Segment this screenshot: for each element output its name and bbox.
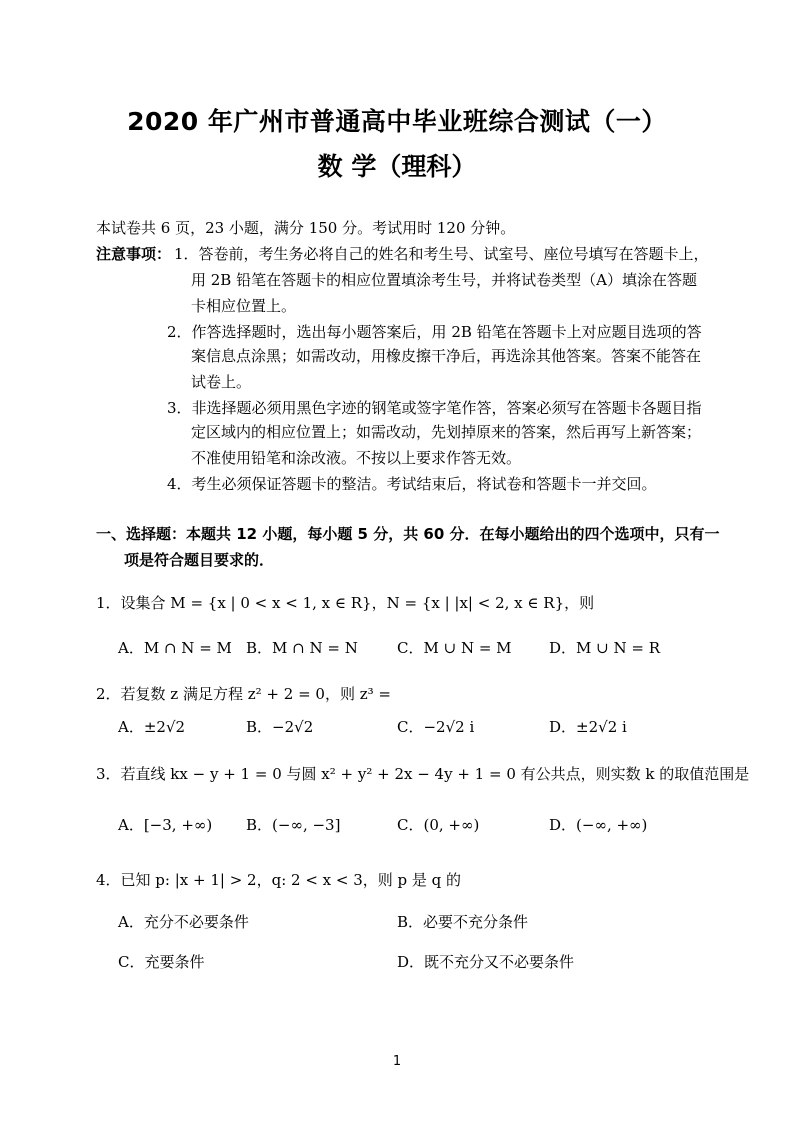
question-2-option-c: C．−2√2 i — [397, 718, 475, 736]
note-line: 1．答卷前，考生务必将自己的姓名和考生号、试室号、座位号填写在答题卡上， — [174, 245, 709, 263]
question-3-option-d: D．(−∞, +∞) — [549, 816, 648, 834]
question-4-stem: 4．已知 p: |x + 1| > 2，q: 2 < x < 3，则 p 是 q 的 — [96, 871, 462, 889]
note-line: 3．非选择题必须用黑色字迹的钢笔或签字笔作答，答案必须写在答题卡各题目指 — [167, 399, 702, 417]
question-4-option-a: A．充分不必要条件 — [118, 913, 249, 931]
question-2-option-d: D．±2√2 i — [549, 718, 627, 736]
page-number: 1 — [392, 1054, 402, 1069]
question-1-option-b: B．M ∩ N = N — [246, 639, 358, 657]
section-heading: 一、选择题：本题共 12 小题，每小题 5 分，共 60 分．在每小题给出的四个选项中，只有一 — [96, 525, 720, 543]
note-line: 卡相应位置上。 — [191, 297, 297, 315]
question-4-option-c: C．充要条件 — [118, 953, 205, 971]
question-3-option-b: B．(−∞, −3] — [246, 816, 341, 834]
question-1-option-a: A．M ∩ N = M — [118, 639, 232, 657]
note-line: 2．作答选择题时，选出每小题答案后，用 2B 铅笔在答题卡上对应题目选项的答 — [167, 323, 702, 341]
question-3-stem: 3．若直线 kx − y + 1 = 0 与圆 x² + y² + 2x − 4y + 1 = 0 有公共点，则实数 k 的取值范围是 — [96, 765, 750, 783]
notes-label: 注意事项： — [96, 245, 172, 263]
note-line: 用 2B 铅笔在答题卡的相应位置填涂考生号，并将试卷类型（A）填涂在答题 — [191, 271, 697, 289]
question-1-option-c: C．M ∪ N = M — [397, 639, 512, 657]
note-line: 案信息点涂黑；如需改动，用橡皮擦干净后，再选涂其他答案。答案不能答在 — [191, 347, 702, 365]
question-2-stem: 2．若复数 z 满足方程 z² + 2 = 0，则 z³ = — [96, 685, 391, 703]
exam-subtitle: 数 学（理科） — [317, 152, 477, 181]
note-line: 4．考生必须保证答题卡的整洁。考试结束后，将试卷和答题卡一并交回。 — [167, 475, 657, 493]
question-2-option-b: B．−2√2 — [246, 718, 314, 736]
section-heading-cont: 项是符合题目要求的． — [124, 551, 275, 569]
intro-text: 本试卷共 6 页，23 小题，满分 150 分。考试用时 120 分钟。 — [96, 219, 516, 237]
question-2-option-a: A．±2√2 — [118, 718, 186, 736]
question-1-stem: 1．设集合 M = {x | 0 < x < 1, x ∈ R}，N = {x | |x| < 2, x ∈ R}，则 — [96, 594, 595, 612]
note-line: 不准使用铅笔和涂改液。不按以上要求作答无效。 — [191, 449, 522, 467]
question-4-option-b: B．必要不充分条件 — [397, 913, 529, 931]
exam-title: 2020 年广州市普通高中毕业班综合测试（一） — [127, 107, 667, 136]
note-line: 试卷上。 — [191, 373, 252, 391]
question-4-option-d: D．既不充分又不必要条件 — [397, 953, 575, 971]
question-3-option-a: A．[−3, +∞) — [118, 816, 213, 834]
question-1-option-d: D．M ∪ N = R — [549, 639, 661, 657]
note-line: 定区域内的相应位置上；如需改动，先划掉原来的答案，然后再写上新答案； — [191, 423, 702, 441]
question-3-option-c: C．(0, +∞) — [397, 816, 480, 834]
